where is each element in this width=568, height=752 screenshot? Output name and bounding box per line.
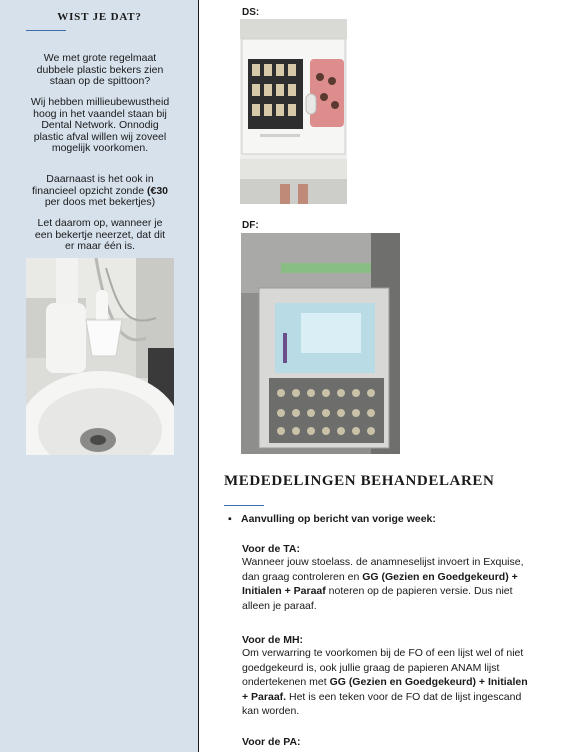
ta-paragraph: Wanneer jouw stoelass. de anamneselijst invoert in Exquise, dan graag controleren en GG (Gezien en Goedgekeurd) + Initialen + Paraaf noteren op de papieren versie. Dus niet alleen je paraaf. <box>242 556 524 612</box>
sidebar-title: WIST JE DAT? <box>57 11 142 23</box>
df-label: DF: <box>242 220 259 231</box>
spittoon-illustration <box>26 258 174 455</box>
pa-heading: Voor de PA: <box>242 736 301 748</box>
sidebar-paragraph-3: Daarnaast is het ook in financieel opzicht zonde (€30 per doos met bekertjes) <box>31 173 168 209</box>
sidebar-panel <box>0 0 199 752</box>
ds-label: DS: <box>242 7 260 18</box>
drawer-photo-ds <box>240 19 347 204</box>
bullet-icon: ▪ <box>228 513 232 525</box>
bullet-text: Aanvulling op bericht van vorige week: <box>241 513 436 525</box>
mh-paragraph: Om verwarring te voorkomen bij de FO of een lijst wel of niet goedgekeurd is, ook jullie graag de papieren ANAM lijst ondertekenen met GG (Gezien en Goedgekeurd) + Initialen + Paraaf. Het is een teken voor de FO dat de lijst ingescand kan worden. <box>242 647 528 718</box>
sidebar-paragraph-2: Wij hebben millieubewustheid hoog in het vaandel staan bij Dental Network. Onnodig plastic afval willen wij zoveel mogelijk voorkomen. <box>30 96 170 155</box>
drawer-photo-df <box>241 233 400 454</box>
drawer-df-illustration <box>241 233 400 454</box>
section-heading: MEDEDELINGEN BEHANDELAREN <box>224 473 495 489</box>
bullet-item <box>228 513 436 525</box>
spittoon-photo <box>26 258 174 455</box>
ta-heading: Voor de TA: <box>242 543 300 555</box>
mh-heading: Voor de MH: <box>242 634 304 646</box>
heading-rule <box>224 505 264 506</box>
sidebar-paragraph-4: Let daarom op, wanneer je een bekertje neerzet, dat dit er maar één is. <box>34 217 166 253</box>
drawer-ds-illustration <box>240 19 347 204</box>
sidebar-title-rule <box>26 30 66 31</box>
sidebar-paragraph-1: We met grote regelmaat dubbele plastic bekers zien staan op de spittoon? <box>36 52 164 88</box>
